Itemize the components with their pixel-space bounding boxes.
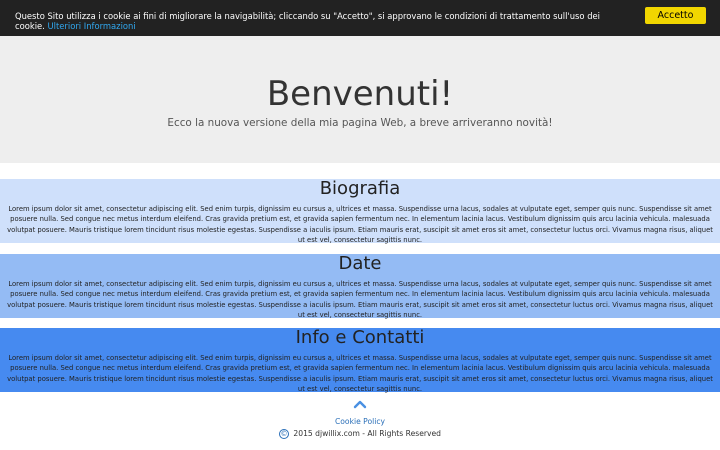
copyright [0, 429, 720, 439]
section-body: Lorem ipsum dolor sit amet, consectetur adipiscing elit. Sed enim turpis, dignissim eu cursus a, ultrices et massa. Suspendisse urna lacus, sodales at vulputate eget, semper quis nunc. Suspendisse sit amet posuere nulla. Sed congue nec metus interdum eleifend. Cras gravida pretium est, et gravida sapien fermentum nec. In elementum lacinia lacus. Vestibulum dignissim quis arcu lacinia vehicula. malesuada volutpat posuere. Mauris tristique lorem tincidunt risus molestie egestas. Suspendisse a iaculis ipsum. Etiam mauris erat, suscipit sit amet eros sit amet, consectetur luctus orci. Vivamus magna risus, aliquet ut est vel, consectetur sagittis nunc. [7, 205, 713, 245]
page-title: Benvenuti! [266, 74, 454, 114]
more-info-link[interactable]: Ulteriori Informazioni [47, 21, 136, 31]
section-title: Info e Contatti [295, 327, 425, 348]
cookie-message: Questo Sito utilizza i cookie ai fini di migliorare la navigabilità; cliccando su "Accetto", si approvano le condizioni di trattamento sull'uso dei cookie. [15, 11, 600, 31]
page-subtitle: Ecco la nuova versione della mia pagina Web, a breve arriveranno novità! [167, 117, 553, 129]
copyright-icon: © [280, 430, 288, 438]
section-info-contatti [0, 328, 720, 392]
section-biografia [0, 179, 720, 243]
section-title: Date [338, 253, 382, 274]
section-body: Lorem ipsum dolor sit amet, consectetur adipiscing elit. Sed enim turpis, dignissim eu cursus a, ultrices et massa. Suspendisse urna lacus, sodales at vulputate eget, semper quis nunc. Suspendisse sit amet posuere nulla. Sed congue nec metus interdum eleifend. Cras gravida pretium est, et gravida sapien fermentum nec. In elementum lacinia lacus. Vestibulum dignissim quis arcu lacinia vehicula. malesuada volutpat posuere. Mauris tristique lorem tincidunt risus molestie egestas. Suspendisse a iaculis ipsum. Etiam mauris erat, suscipit sit amet eros sit amet, consectetur luctus orci. Vivamus magna risus, aliquet ut est vel, consectetur sagittis nunc. [7, 354, 713, 394]
section-body: Lorem ipsum dolor sit amet, consectetur adipiscing elit. Sed enim turpis, dignissim eu cursus a, ultrices et massa. Suspendisse urna lacus, sodales at vulputate eget, semper quis nunc. Suspendisse sit amet posuere nulla. Sed congue nec metus interdum eleifend. Cras gravida pretium est, et gravida sapien fermentum nec. In elementum lacinia lacus. Vestibulum dignissim quis arcu lacinia vehicula. malesuada volutpat posuere. Mauris tristique lorem tincidunt risus molestie egestas. Suspendisse a iaculis ipsum. Etiam mauris erat, suscipit sit amet eros sit amet, consectetur luctus orci. Vivamus magna risus, aliquet ut est vel, consectetur sagittis nunc. [7, 280, 713, 320]
copyright-text: 2015 djwillix.com - All Rights Reserved [293, 429, 441, 438]
accept-cookies-button[interactable]: Accetto [645, 7, 706, 24]
cookie-message-container [15, 11, 615, 31]
hero-banner [0, 36, 720, 163]
section-title: Biografia [319, 178, 401, 199]
chevron-up-icon[interactable] [353, 399, 367, 409]
cookie-consent-bar [0, 0, 720, 36]
cookie-policy-link[interactable]: Cookie Policy [334, 417, 386, 426]
section-date [0, 254, 720, 318]
